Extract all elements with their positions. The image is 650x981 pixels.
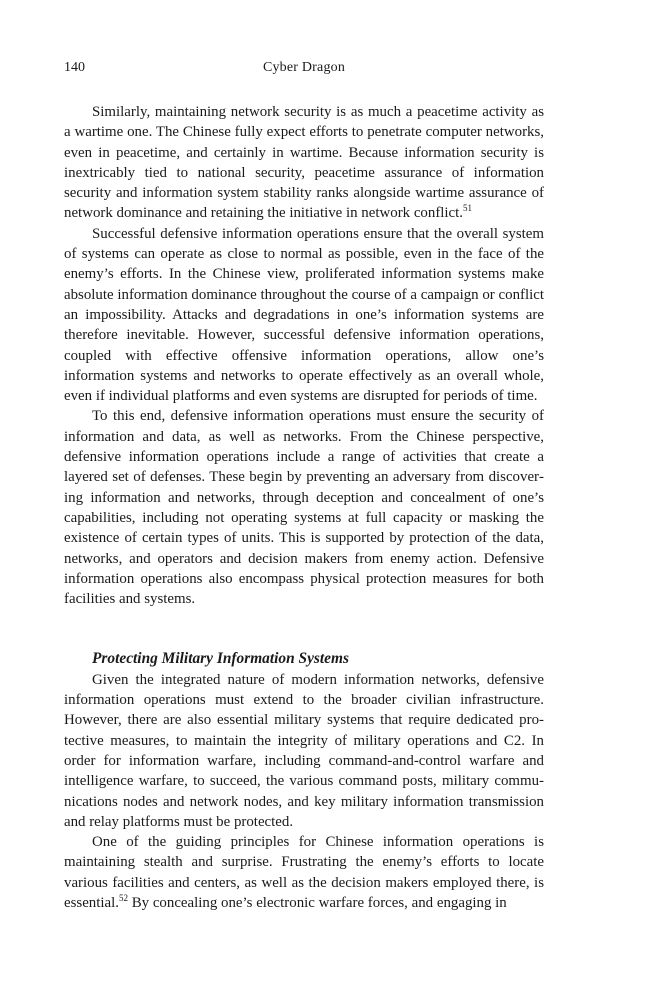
paragraph-text-continued: By concealing one’s electronic warfare forces, and engaging in bbox=[128, 894, 507, 911]
section-spacer bbox=[64, 609, 544, 649]
footnote-ref: 52 bbox=[119, 893, 128, 904]
page-number: 140 bbox=[64, 60, 85, 75]
paragraph bbox=[64, 102, 544, 224]
running-head bbox=[64, 60, 544, 80]
section-heading: Protecting Military Information Systems bbox=[92, 650, 349, 668]
paragraph-text: Similarly, maintaining network security is as much a peacetime activity as a wartime one. The Chinese fully expect efforts to penetrate computer networks, even in peacetime, and certainly in wartime. Because information security is inextricably tied to national security, peacetime assurance of information security and information system stability ranks alongside wartime assurance of network dominance and retaining the initiative in network conflict. bbox=[64, 104, 544, 222]
running-title: Cyber Dragon bbox=[262, 60, 346, 75]
paragraph bbox=[64, 406, 544, 609]
paragraph-text: To this end, defensive information operations must ensure the security of information and data, as well as networks. From the Chinese perspective, defensive information operations include a range of activities that create a layered set of defenses. These begin by preventing an adversary from discovering information and networks, through deception and concealment of one’s capabilities, including not operating systems at full capacity or masking the existence of certain types of units. This is supported by protection of the data, networks, and operators and decision makers from enemy action. Defensive information operations also encompass physical protection measures for both facilities and systems. bbox=[64, 408, 544, 608]
body-text bbox=[64, 102, 544, 913]
paragraph bbox=[64, 832, 544, 913]
paragraph-text: One of the guiding principles for Chinese information operations is maintaining stealth and surprise. Frustrating the enemy’s efforts to locate various facilities and centers, as well as the decision makers employed there, is essential. bbox=[64, 834, 544, 911]
paragraph-text: Given the integrated nature of modern information networks, defensive information operations must extend to the broader civilian infrastructure. However, there are also essential military systems that require dedicated protective measures, to maintain the integrity of military operations and C2. In order for information warfare, including command-and-control warfare and intelligence warfare, to succeed, the various command posts, military communications nodes and network nodes, and key military information transmission and relay platforms must be protected. bbox=[64, 671, 544, 830]
paragraph bbox=[64, 670, 544, 832]
footnote-ref: 51 bbox=[463, 203, 473, 214]
paragraph bbox=[64, 224, 544, 407]
paragraph-text: Successful defensive information operations ensure that the overall system of systems can operate as close to normal as possible, even in the face of the enemy’s efforts. In the Chinese view, proliferated information systems make absolute information dominance throughout the course of a campaign or conflict an impossibility. Attacks and degradations in one’s information systems are therefore inevitable. However, successful defensive information operations, coupled with effective offensive information operations, allow one’s information systems and networks to operate effectively as an overall whole, even if individual platforms and even systems are disrupted for periods of time. bbox=[64, 225, 544, 405]
